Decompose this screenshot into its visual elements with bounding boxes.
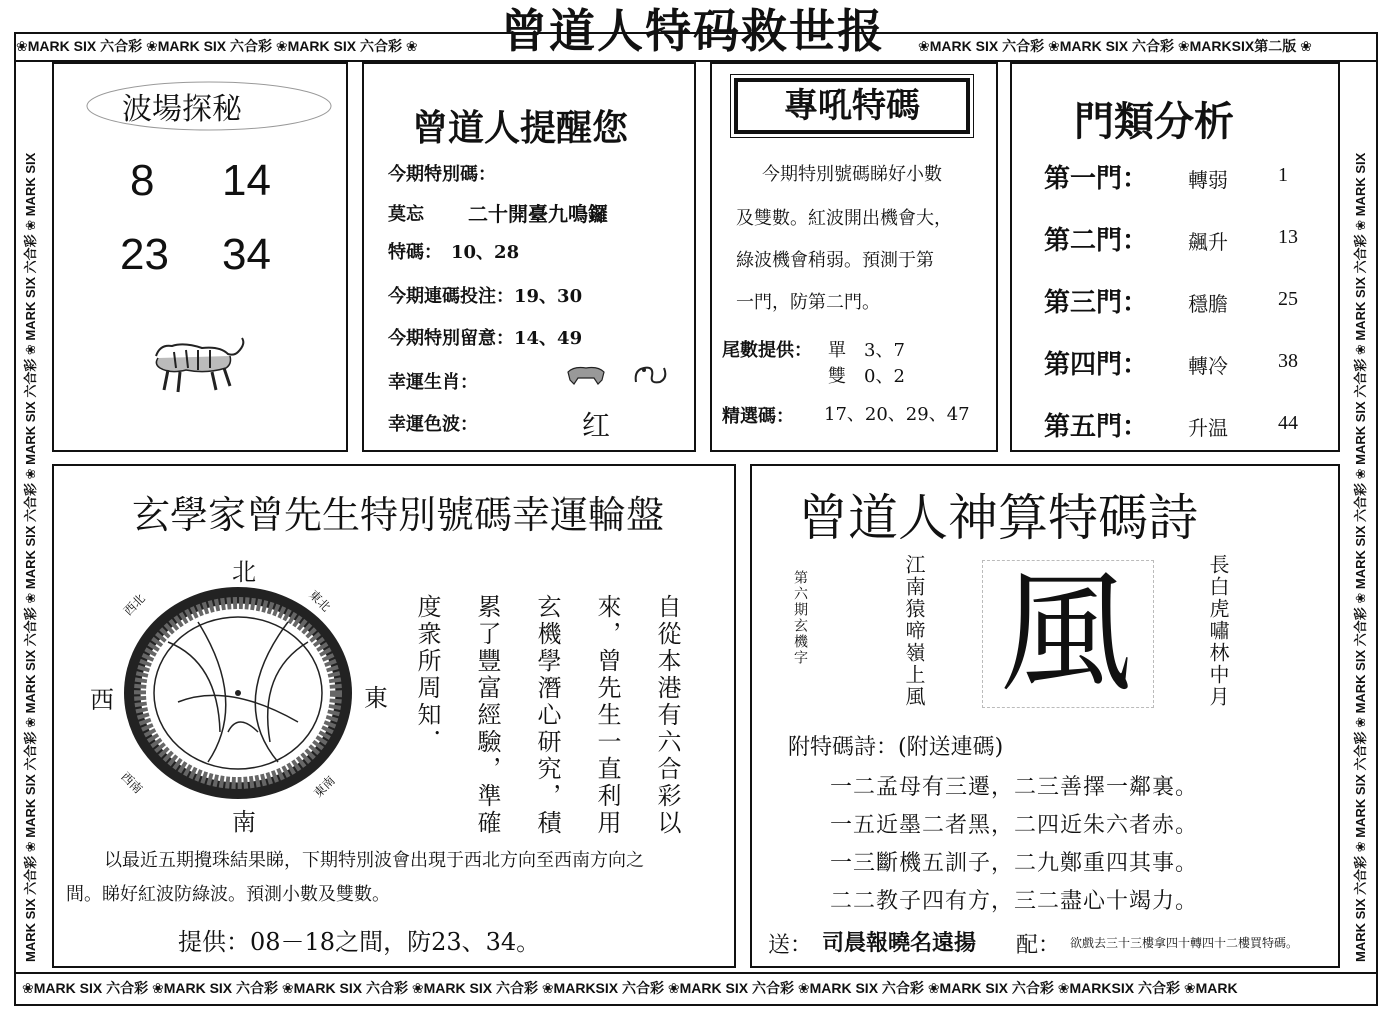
wheel-body-2: 間。睇好紅波防綠波。預測小數及雙數。: [66, 884, 390, 905]
dont-forget-label: 莫忘: [388, 204, 424, 225]
intro-col-4: 累了豐富經驗，準確: [473, 594, 501, 837]
dont-forget-value: 二十開臺九鳴鑼: [468, 202, 608, 226]
mystery-col: 第六期玄機字: [792, 570, 808, 666]
right-band: [1348, 62, 1372, 970]
watch-numbers: 今期特別留意：14、49: [388, 328, 583, 349]
intro-col-2: 來，曾先生一直利用: [593, 594, 621, 837]
panel2-heading: 曾道人提醒您: [412, 108, 629, 149]
dir-south: 南: [232, 808, 256, 836]
panel-special-code: [710, 62, 998, 452]
wave-number-3: 23: [120, 230, 169, 279]
panel1-heading: 波場探秘: [122, 92, 242, 127]
poem-line-4: 二二教子四有方，三二盡心十竭力。: [830, 889, 1199, 914]
panel4-heading: 門類分析: [1074, 99, 1234, 145]
poem-line-2: 一五近墨二者黑，二四近朱六者赤。: [830, 813, 1199, 838]
top-band-left: ❀MARK SIX 六合彩 ❀MARK SIX 六合彩 ❀MARK SIX 六合彩 ❀: [16, 38, 418, 54]
select-label: 精選碼：: [722, 406, 794, 427]
door-2-num: 13: [1278, 226, 1298, 248]
door-4-trend: 轉冷: [1188, 354, 1228, 378]
door-2-trend: 飆升: [1188, 230, 1228, 254]
door-4-num: 38: [1278, 350, 1298, 372]
panel6-heading: 曾道人神算特碼詩: [798, 489, 1198, 547]
para-line-1: 今期特別號碼睇好小數: [762, 164, 942, 185]
dir-southeast: 東南: [310, 773, 338, 801]
dir-northwest: 西北: [120, 591, 148, 619]
tail-double: 雙 0、2: [828, 366, 905, 387]
dir-southwest: 西南: [118, 769, 146, 797]
para-line-2: 及雙數。紅波開出機會大，: [736, 208, 952, 229]
intro-col-5: 度衆所周知．: [413, 594, 441, 756]
panel5-heading: 玄學家曾先生特別號碼幸運輪盤: [132, 493, 665, 537]
door-3-label: 第三門：: [1044, 288, 1149, 318]
panel-wave-secret: [52, 62, 348, 452]
intro-col-1: 自從本港有六合彩以: [653, 594, 681, 837]
special-code-label: 今期特別碼：: [388, 164, 496, 185]
left-band-text: MARK SIX 六合彩 ❀ MARK SIX 六合彩 ❀ MARK SIX 六合彩 ❀ MARK SIX 六合彩 ❀ MARK SIX 六合彩 ❀ MARK SIX 六合彩 ❀ MARK SIX: [23, 152, 38, 962]
zodiac-dragon-icon: [630, 360, 670, 390]
door-4-label: 第四門：: [1044, 350, 1149, 380]
dir-north: 北: [232, 558, 256, 586]
panel3-heading: 專吼特碼: [734, 78, 970, 134]
door-1-label: 第一門：: [1044, 164, 1149, 194]
combo-numbers: 今期連碼投注：19、30: [388, 286, 583, 307]
poem-title: 附特碼詩：(附送連碼): [788, 735, 1004, 760]
panel-lucky-wheel: [52, 464, 736, 968]
wave-number-1: 8: [130, 156, 155, 205]
door-3-num: 25: [1278, 288, 1298, 310]
wheel-provide: 提供：08－18之間，防23、34。: [178, 928, 541, 956]
dir-northeast: 東北: [306, 587, 334, 615]
tail-single: 單 3、7: [828, 340, 905, 361]
panel-reminder: [362, 62, 696, 452]
poem-line-3: 一三斷機五訓子，二九鄭重四其事。: [830, 851, 1199, 876]
lucky-wheel: [118, 582, 358, 804]
door-5-trend: 升温: [1188, 416, 1228, 440]
door-5-num: 44: [1278, 412, 1298, 434]
dir-east: 東: [364, 684, 388, 712]
send-label: 送：: [768, 933, 813, 958]
door-2-label: 第二門：: [1044, 226, 1149, 256]
wave-number-2: 14: [222, 156, 271, 205]
zodiac-ox-icon: [564, 362, 608, 388]
intro-col-3: 玄機學潛心研究，積: [533, 594, 561, 837]
panel-door-analysis: [1010, 62, 1340, 452]
door-5-label: 第五門：: [1044, 412, 1149, 442]
big-char: 風: [1000, 557, 1132, 711]
door-1-num: 1: [1278, 164, 1288, 186]
poem-col-left: 江南猿啼嶺上風: [902, 554, 926, 708]
special-numbers: 特碼： 10、28: [388, 242, 520, 263]
tiger-icon: [150, 334, 250, 396]
lucky-color-value: 红: [582, 409, 611, 442]
lucky-zodiac-label: 幸運生肖：: [388, 372, 478, 393]
top-band-right: ❀MARK SIX 六合彩 ❀MARK SIX 六合彩 ❀MARKSIX第二版 ❀: [918, 38, 1312, 54]
door-3-trend: 穩膽: [1188, 292, 1228, 316]
door-1-trend: 轉弱: [1188, 168, 1228, 192]
bottom-band: ❀MARK SIX 六合彩 ❀MARK SIX 六合彩 ❀MARK SIX 六合彩 ❀MARK SIX 六合彩 ❀MARKSIX 六合彩 ❀MARK SIX 六合彩 ❀MARK SIX 六合彩 ❀MARK SIX 六合彩 ❀MARKSIX 六合彩 ❀MARK: [22, 980, 1238, 996]
frame-bottom-rule: [14, 972, 1378, 974]
lucky-color-label: 幸運色波：: [388, 414, 478, 435]
dir-west: 西: [90, 686, 114, 714]
send-value: 司晨報曉名遠揚: [822, 930, 977, 956]
poem-line-1: 一二孟母有三遷，二三善擇一鄰裏。: [830, 775, 1199, 800]
panel-poem: [750, 464, 1340, 968]
right-band-text: MARK SIX 六合彩 ❀ MARK SIX 六合彩 ❀ MARK SIX 六合彩 ❀ MARK SIX 六合彩 ❀ MARK SIX 六合彩 ❀ MARK SIX 六合彩 ❀ MARK SIX: [1353, 152, 1368, 962]
poem-col-right: 長白虎嘯林中月: [1206, 554, 1230, 708]
select-value: 17、20、29、47: [824, 404, 970, 425]
tail-label: 尾數提供：: [722, 340, 812, 361]
newspaper-title: 曾道人特码救世报: [478, 0, 908, 62]
match-label: 配：: [1016, 933, 1061, 958]
para-line-4: 一門，防第二門。: [736, 292, 880, 313]
left-band: [18, 62, 42, 970]
wheel-body-1: 以最近五期攪珠結果睇，下期特別波會出現于西北方向至西南方向之: [104, 850, 644, 871]
wave-number-4: 34: [222, 230, 271, 279]
match-value: 欲戲去三十三樓拿四十轉四十二樓買特碼。: [1070, 936, 1299, 950]
para-line-3: 綠波機會稍弱。預測于第: [736, 250, 934, 271]
